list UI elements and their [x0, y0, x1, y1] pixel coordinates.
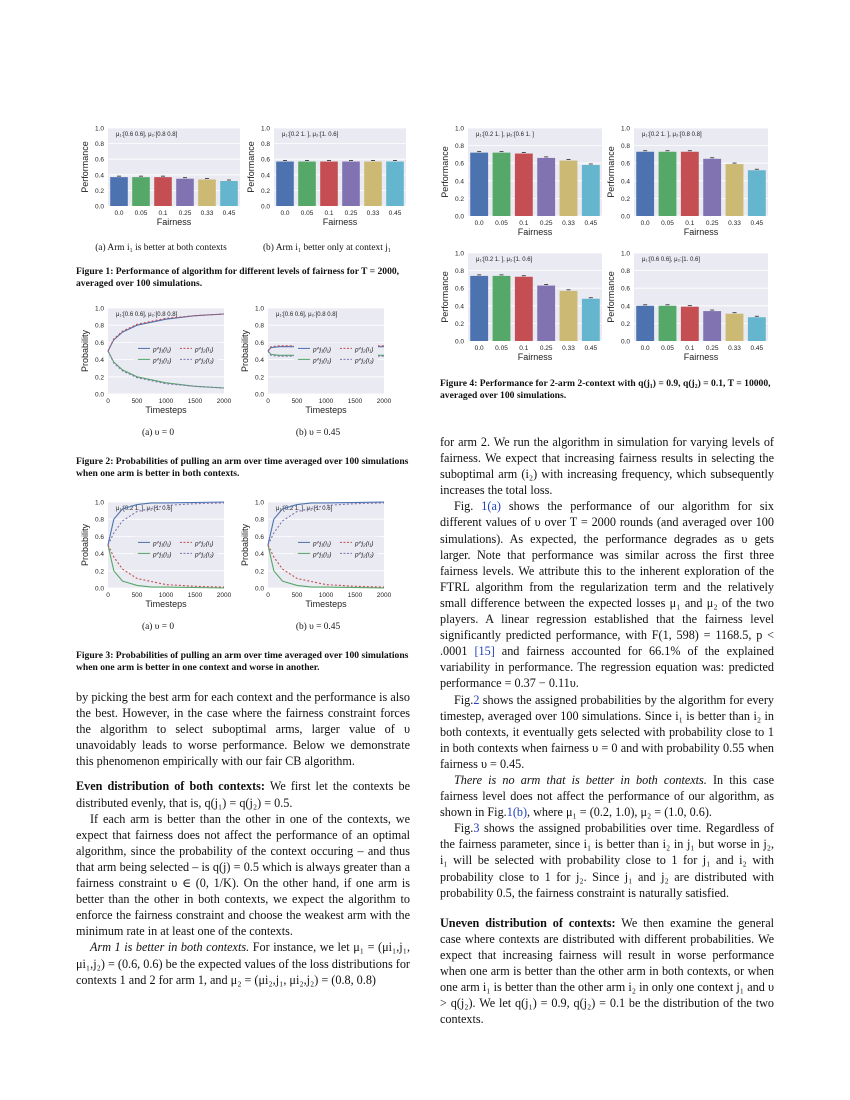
- x-tick-label: 0.25: [178, 210, 192, 217]
- legend-text: μ₁:[0.2 1. ], μ₂:[1. 0.6]: [476, 257, 533, 263]
- y-tick-label: 0.8: [254, 516, 264, 524]
- x-tick-label: 0.25: [705, 345, 719, 352]
- x-tick-label: 0.0: [640, 220, 650, 227]
- p3-body: shows the assigned probabilities by the algorithm for every timestep, averaged over 100 simulations. Since i₁ is better than i₂ in both contexts, it eventually gets selected with probability close to 1 in both contexts when fairness υ = 0 and with probability 0.55 when fairness υ = 0.45.: [440, 692, 774, 771]
- bar-chart-fig1a: [78, 122, 244, 234]
- y-tick-label: 1.0: [254, 499, 264, 507]
- y-axis-label: Probability: [240, 329, 250, 373]
- y-tick-label: 0.4: [94, 551, 104, 559]
- y-tick-label: 0.0: [94, 203, 104, 211]
- x-tick-label: 0.1: [158, 210, 168, 217]
- bar: [659, 306, 677, 341]
- arm1-body: For instance, we let μ₁ = (μi₁,j₁, μi₁,j₂) = (0.6, 0.6) be the expected values of the loss distributions for contexts 1 and 2 for arm 1, and μ₂ = (μi₂,j₁, μi₂,j₂) = (0.8, 0.8): [76, 940, 410, 987]
- bar: [493, 153, 511, 216]
- x-tick-label: 0.0: [640, 345, 650, 352]
- x-tick-label: 500: [131, 592, 143, 599]
- bar: [681, 152, 699, 216]
- bar: [470, 276, 488, 341]
- bar: [298, 162, 316, 206]
- bar: [320, 162, 338, 206]
- p4-body: In this case fairness level does not affect the performance of our algorithm, as shown in Fig.: [440, 772, 774, 820]
- x-tick-label: 0.05: [495, 220, 508, 227]
- y-tick-label: 0.4: [254, 357, 264, 365]
- fig2-caption-text: Probabilities of pulling an arm over time averaged over 100 simulations when one arm is better in both contexts.: [76, 456, 409, 479]
- y-tick-label: 0.8: [94, 141, 104, 149]
- fig1b-link[interactable]: 1(b): [506, 805, 528, 820]
- bar: [703, 311, 721, 341]
- bar: [198, 179, 216, 206]
- bar: [110, 177, 128, 206]
- legend-text: μ₁:[0.6 0.6], μ₂:[1. 0.6]: [642, 257, 700, 263]
- y-tick-label: 1.0: [454, 250, 464, 258]
- p2-tail: and fairness accounted for 66.1% of the explained variability in performance. The regression equation was: predicted performance = 0.37 − 0.11υ.: [440, 644, 774, 691]
- y-tick-label: 0.2: [94, 187, 104, 195]
- p2-prefix: Fig.: [454, 499, 482, 514]
- y-tick-label: 0.0: [254, 391, 264, 399]
- y-tick-label: 0.4: [454, 303, 464, 311]
- fig2-link[interactable]: 2: [473, 692, 480, 707]
- fig1a-link[interactable]: 1(a): [481, 499, 501, 514]
- y-tick-label: 0.0: [254, 585, 264, 593]
- x-tick-label: 0: [266, 592, 270, 599]
- y-tick-label: 0.2: [94, 374, 104, 382]
- y-axis-label: Probability: [240, 523, 250, 567]
- fig3b-subcaption: (b) υ = 0.45: [295, 622, 341, 632]
- figure-4b: [604, 122, 772, 249]
- x-tick-label: 0.25: [344, 210, 358, 217]
- x-axis-label: Timesteps: [305, 405, 347, 415]
- y-axis-label: Performance: [606, 146, 616, 198]
- x-axis-label: Fairness: [683, 227, 719, 237]
- x-tick-label: 0.0: [474, 345, 484, 352]
- y-tick-label: 0.6: [620, 285, 630, 293]
- y-tick-label: 0.2: [620, 195, 630, 203]
- y-tick-label: 0.4: [94, 357, 104, 365]
- x-tick-label: 0.05: [300, 210, 314, 217]
- line-chart-fig2b: [238, 300, 398, 422]
- fig4-caption-text: Performance for 2-arm 2-context with q(j₁) = 0.9, q(j₂) = 0.1, T = 10000, averaged over 100 simulations.: [440, 378, 771, 401]
- x-tick-label: 0.45: [750, 220, 764, 227]
- x-tick-label: 0: [106, 592, 110, 599]
- y-tick-label: 0.0: [94, 391, 104, 399]
- y-axis-label: Performance: [80, 141, 90, 193]
- y-axis-label: Performance: [246, 141, 256, 193]
- bar: [537, 158, 555, 216]
- line-chart-fig3b: [238, 494, 398, 616]
- y-tick-label: 0.0: [454, 338, 464, 346]
- x-tick-label: 0.0: [280, 210, 290, 217]
- x-axis-label: Timesteps: [305, 599, 347, 609]
- bar: [515, 154, 533, 216]
- figure-4c: [438, 247, 606, 374]
- y-tick-label: 0.4: [260, 172, 270, 180]
- fig3-caption-text: Probabilities of pulling an arm over time averaged over 100 simulations when one arm is better in one context and worse in another.: [76, 650, 409, 673]
- line-chart-fig3a: [78, 494, 238, 616]
- bar-chart-fig4a: [438, 122, 606, 244]
- legend-text: μ₁:[0.2 1. ], μ₂:[1. 0.6]: [276, 506, 333, 512]
- even-distribution-body: We first let the contexts be distributed evenly, that is, q(j₁) = q(j₂) = 0.5.: [76, 779, 410, 810]
- right-paragraph-1: for arm 2. We run the algorithm in simulation for varying levels of fairness. We expect that increasing fairness results in selecting the suboptimal arm (i₂) with increasing frequency, which subsequently increases the total loss.: [440, 435, 774, 498]
- x-tick-label: 2000: [216, 398, 232, 405]
- y-tick-label: 0.2: [254, 374, 264, 382]
- x-axis-label: Fairness: [517, 352, 553, 362]
- x-axis-label: Fairness: [322, 217, 358, 227]
- figure-3a: [78, 494, 238, 621]
- bar-chart-fig1b: [244, 122, 410, 234]
- fig2-caption-label: Figure 2:: [76, 456, 114, 467]
- legend-label: p^j₁(i₂): [153, 551, 172, 559]
- even-distribution-paragraph: [76, 778, 410, 810]
- even-distribution-heading: Even distribution of both contexts:: [76, 779, 265, 794]
- bar-chart-fig4b: [604, 122, 772, 244]
- figure-3b: [238, 494, 398, 621]
- x-tick-label: 1000: [158, 398, 174, 405]
- x-axis-label: Timesteps: [145, 599, 187, 609]
- citation-15-link[interactable]: [15]: [474, 644, 495, 659]
- figure-2a: [78, 300, 238, 427]
- bar: [386, 162, 404, 206]
- right-paragraph-5: [440, 820, 774, 900]
- bar: [560, 161, 578, 216]
- bar: [515, 277, 533, 341]
- y-axis-label: Performance: [606, 271, 616, 323]
- bar: [681, 307, 699, 341]
- bar: [493, 276, 511, 341]
- bar: [636, 152, 654, 216]
- x-tick-label: 0.25: [539, 220, 553, 227]
- figure-1: [78, 122, 244, 239]
- fig1-caption: [76, 266, 410, 290]
- fig3a-subcaption: (a) υ = 0: [141, 622, 175, 632]
- legend-text: μ₁:[0.2 1. ], μ₂:[0.6 1. ]: [476, 132, 534, 138]
- legend-label: p^j₁(i₁): [153, 346, 171, 354]
- x-axis-label: Fairness: [156, 217, 192, 227]
- bar: [176, 179, 194, 206]
- y-tick-label: 0.2: [454, 195, 464, 203]
- y-tick-label: 0.6: [620, 160, 630, 168]
- bar: [470, 153, 488, 216]
- fig3-caption: [76, 650, 410, 674]
- y-tick-label: 0.8: [260, 141, 270, 149]
- bar: [132, 177, 150, 206]
- legend-label: p^j₂(i₂): [195, 357, 214, 365]
- y-tick-label: 0.0: [260, 203, 270, 211]
- fig3-link[interactable]: 3: [473, 821, 480, 836]
- x-tick-label: 0.1: [519, 220, 529, 227]
- legend-label: p^j₂(i₁): [195, 540, 214, 548]
- legend-label: p^j₁(i₁): [313, 540, 331, 548]
- x-tick-label: 0: [266, 398, 270, 405]
- y-axis-label: Probability: [80, 523, 90, 567]
- x-tick-label: 0.05: [661, 220, 674, 227]
- y-tick-label: 0.8: [254, 322, 264, 330]
- legend-label: p^j₂(i₁): [195, 346, 214, 354]
- y-tick-label: 1.0: [94, 125, 104, 133]
- x-axis-label: Fairness: [683, 352, 719, 362]
- y-tick-label: 1.0: [620, 125, 630, 133]
- legend-text: μ₁:[0.2 1. ], μ₂:[1. 0.6]: [116, 506, 173, 512]
- x-axis-label: Fairness: [517, 227, 553, 237]
- bar: [220, 181, 238, 206]
- x-tick-label: 0.05: [495, 345, 508, 352]
- fig4-caption-label: Figure 4:: [440, 378, 478, 389]
- x-tick-label: 1500: [187, 592, 203, 599]
- y-tick-label: 0.6: [454, 285, 464, 293]
- left-column-text: [76, 689, 410, 988]
- uneven-distribution-body: We then examine the general case where contexts are distributed with different probabilities. We expect that increasing fairness will result in worse performance when one arm is better than the other arm in both contexts, or when one arm i₁ is better than the other arm i₂ in only one context j₁ and υ > q(j₂). We let q(j₁) = 0.9, q(j₂) = 0.1 be the distribution of the two contexts.: [440, 915, 774, 1027]
- x-tick-label: 500: [291, 398, 303, 405]
- y-tick-label: 0.8: [620, 268, 630, 276]
- bar-chart-fig4d: [604, 247, 772, 369]
- legend-text: μ₁:[0.2 1. ], μ₂:[0.8 0.8]: [642, 132, 702, 138]
- bar: [582, 299, 600, 341]
- y-tick-label: 0.8: [620, 143, 630, 151]
- x-tick-label: 2000: [216, 592, 232, 599]
- x-tick-label: 0.33: [200, 210, 214, 217]
- figure-4d: [604, 247, 772, 374]
- y-tick-label: 1.0: [454, 125, 464, 133]
- bar: [342, 162, 360, 206]
- y-tick-label: 0.4: [620, 303, 630, 311]
- legend-label: p^j₂(i₁): [355, 540, 374, 548]
- right-paragraph-2: [440, 498, 774, 691]
- x-tick-label: 1000: [318, 398, 334, 405]
- fig1-caption-text: Performance of algorithm for different levels of fairness for T = 2000, averaged over 100 simulations.: [76, 266, 400, 289]
- x-tick-label: 0.25: [705, 220, 719, 227]
- y-tick-label: 0.2: [94, 568, 104, 576]
- legend-text: μ₁:[0.6 0.6], μ₂:[0.8 0.8]: [276, 312, 338, 318]
- y-tick-label: 0.4: [94, 172, 104, 180]
- y-tick-label: 0.6: [94, 533, 104, 541]
- fig1b-subcaption: (b) Arm i₁ better only at context j₁: [262, 243, 392, 253]
- legend-text: μ₁:[0.6 0.6], μ₂:[0.8 0.8]: [116, 132, 178, 138]
- legend-label: p^j₂(i₂): [195, 551, 214, 559]
- x-tick-label: 0: [106, 398, 110, 405]
- fig3-caption-label: Figure 3:: [76, 650, 114, 661]
- x-tick-label: 1000: [158, 592, 174, 599]
- y-axis-label: Performance: [440, 146, 450, 198]
- y-tick-label: 1.0: [260, 125, 270, 133]
- x-tick-label: 0.1: [685, 345, 695, 352]
- bar: [659, 152, 677, 216]
- bar: [726, 314, 744, 341]
- y-tick-label: 0.0: [454, 213, 464, 221]
- fig1a-subcaption: (a) Arm i₁ is better at both contexts: [95, 243, 227, 253]
- y-axis-label: Probability: [80, 329, 90, 373]
- x-tick-label: 2000: [376, 592, 392, 599]
- legend-text: μ₁:[0.6 0.6], μ₂:[0.8 0.8]: [116, 312, 178, 318]
- y-tick-label: 0.2: [454, 320, 464, 328]
- y-tick-label: 0.0: [620, 338, 630, 346]
- p5-body: shows the assigned probabilities over time. Regardless of the fairness parameter, since i₁ is better than i₂ in j₁ but worse in j₂, i₁ will be selected with probability close to 1 for j₁ and i₂ with probability close to 1 for j₂. Since j₁ and j₂ are distributed with probability 0.5, the fairness constraint is naturally satisfied.: [440, 821, 774, 900]
- y-tick-label: 0.0: [620, 213, 630, 221]
- fig2b-subcaption: (b) υ = 0.45: [295, 428, 341, 438]
- bar: [636, 306, 654, 341]
- right-column-text: [440, 434, 774, 1027]
- uneven-distribution-heading: Uneven distribution of contexts:: [440, 915, 616, 930]
- legend-label: p^j₁(i₂): [313, 357, 332, 365]
- x-tick-label: 0.05: [134, 210, 148, 217]
- figure-1b: [244, 122, 410, 239]
- x-tick-label: 1000: [318, 592, 334, 599]
- x-tick-label: 0.33: [562, 345, 575, 352]
- x-tick-label: 0.33: [366, 210, 380, 217]
- y-tick-label: 0.6: [254, 533, 264, 541]
- y-tick-label: 0.6: [260, 156, 270, 164]
- y-tick-label: 0.2: [260, 187, 270, 195]
- figure-2b: [238, 300, 398, 427]
- y-tick-label: 1.0: [620, 250, 630, 258]
- x-tick-label: 0.33: [728, 345, 741, 352]
- x-tick-label: 0.45: [584, 220, 598, 227]
- bar: [748, 317, 766, 341]
- fig2a-subcaption: (a) υ = 0: [141, 428, 175, 438]
- x-tick-label: 0.45: [222, 210, 236, 217]
- x-tick-label: 500: [291, 592, 303, 599]
- y-tick-label: 0.6: [94, 339, 104, 347]
- y-axis-label: Performance: [440, 271, 450, 323]
- bar: [154, 177, 172, 206]
- x-tick-label: 0.45: [388, 210, 402, 217]
- fig1-caption-label: Figure 1:: [76, 266, 114, 277]
- right-paragraph-3: [440, 692, 774, 772]
- bar: [748, 170, 766, 216]
- x-tick-label: 0.0: [114, 210, 124, 217]
- x-tick-label: 0.05: [661, 345, 674, 352]
- legend-label: p^j₁(i₁): [153, 540, 171, 548]
- left-paragraph-3: If each arm is better than the other in one of the contexts, we expect that fairness does not affect the performance of an optimal algorithm, since the probability of the context occuring – and thus that arm being selected – is q(j) = 0.5 which is always greater than a fairness constraint υ ∈ (0, 1/K). On the other hand, if one arm is better than the other in both contexts, we expect the algorithm to enforce the fairness constraint and choose the weakest arm with the minimum rate in at least one of the contexts.: [76, 811, 410, 939]
- bar: [582, 165, 600, 216]
- fig4-caption: [440, 378, 774, 402]
- arm1-heading: Arm 1 is better in both contexts.: [90, 940, 250, 955]
- y-tick-label: 0.8: [454, 268, 464, 276]
- p5-prefix: Fig.: [454, 821, 474, 836]
- p3-prefix: Fig.: [454, 692, 474, 707]
- bar: [276, 162, 294, 206]
- right-paragraph-4: [440, 772, 774, 820]
- y-tick-label: 0.8: [94, 516, 104, 524]
- y-tick-label: 0.4: [454, 178, 464, 186]
- fig2-caption: [76, 456, 410, 480]
- x-tick-label: 500: [131, 398, 143, 405]
- x-tick-label: 0.45: [750, 345, 764, 352]
- y-tick-label: 0.8: [94, 322, 104, 330]
- legend-label: p^j₂(i₂): [355, 551, 374, 559]
- y-tick-label: 0.4: [620, 178, 630, 186]
- bar: [560, 291, 578, 341]
- x-tick-label: 0.0: [474, 220, 484, 227]
- x-tick-label: 0.45: [584, 345, 598, 352]
- uneven-distribution-paragraph: [440, 915, 774, 1028]
- bar: [703, 159, 721, 216]
- y-tick-label: 1.0: [94, 305, 104, 313]
- bar: [537, 286, 555, 341]
- x-tick-label: 0.33: [562, 220, 575, 227]
- x-tick-label: 1500: [187, 398, 203, 405]
- p4-tail: , where μ₁ = (0.2, 1.0), μ₂ = (1.0, 0.6).: [527, 805, 712, 820]
- x-tick-label: 0.1: [519, 345, 529, 352]
- legend-label: p^j₂(i₁): [355, 346, 374, 354]
- y-tick-label: 0.6: [454, 160, 464, 168]
- x-tick-label: 2000: [376, 398, 392, 405]
- arm1-paragraph: [76, 939, 410, 987]
- x-tick-label: 0.1: [324, 210, 334, 217]
- y-tick-label: 0.8: [454, 143, 464, 151]
- x-tick-label: 0.33: [728, 220, 741, 227]
- legend-label: p^j₁(i₁): [313, 346, 331, 354]
- p2-body: shows the performance of our algorithm for six different values of υ over T = 2000 rounds (and averaged over 100 simulations). As expected, the performance degrades as υ gets larger. Note that performance was similar across the first three fairness levels. We attribute this to the inherent exploration of the FTRL algorithm from the regularization term and the relatively small difference between the expected losses μ₁ and μ₂ of the two players. A linear regression established that the fairness level significantly predicted performance, with F(1, 598) = 1168.5, p < .0001: [440, 499, 774, 659]
- figure-4a: [438, 122, 606, 249]
- no-arm-better-heading: There is no arm that is better in both contexts.: [454, 772, 707, 787]
- legend-label: p^j₁(i₂): [313, 551, 332, 559]
- x-tick-label: 0.1: [685, 220, 695, 227]
- left-paragraph-1: by picking the best arm for each context and the performance is also the best. However, in the case where the fairness constraint forces the algorithm to select suboptimal arms, larger value of υ unavoidably leads to worse performance. Below we demonstrate this phenomenon empirically with our fair CB algorithm.: [76, 690, 410, 769]
- y-tick-label: 0.4: [254, 551, 264, 559]
- legend-text: μ₁:[0.2 1. ], μ₂:[1. 0.6]: [282, 132, 339, 138]
- x-tick-label: 1500: [347, 398, 363, 405]
- bar-chart-fig4c: [438, 247, 606, 369]
- y-tick-label: 0.2: [254, 568, 264, 576]
- legend-label: p^j₂(i₂): [355, 357, 374, 365]
- bar: [364, 162, 382, 206]
- x-tick-label: 0.25: [539, 345, 553, 352]
- y-tick-label: 1.0: [94, 499, 104, 507]
- y-tick-label: 0.6: [254, 339, 264, 347]
- y-tick-label: 0.6: [94, 156, 104, 164]
- line-chart-fig2a: [78, 300, 238, 422]
- x-axis-label: Timesteps: [145, 405, 187, 415]
- bar: [726, 164, 744, 216]
- y-tick-label: 0.2: [620, 320, 630, 328]
- x-tick-label: 1500: [347, 592, 363, 599]
- legend-label: p^j₁(i₂): [153, 357, 172, 365]
- y-tick-label: 1.0: [254, 305, 264, 313]
- y-tick-label: 0.0: [94, 585, 104, 593]
